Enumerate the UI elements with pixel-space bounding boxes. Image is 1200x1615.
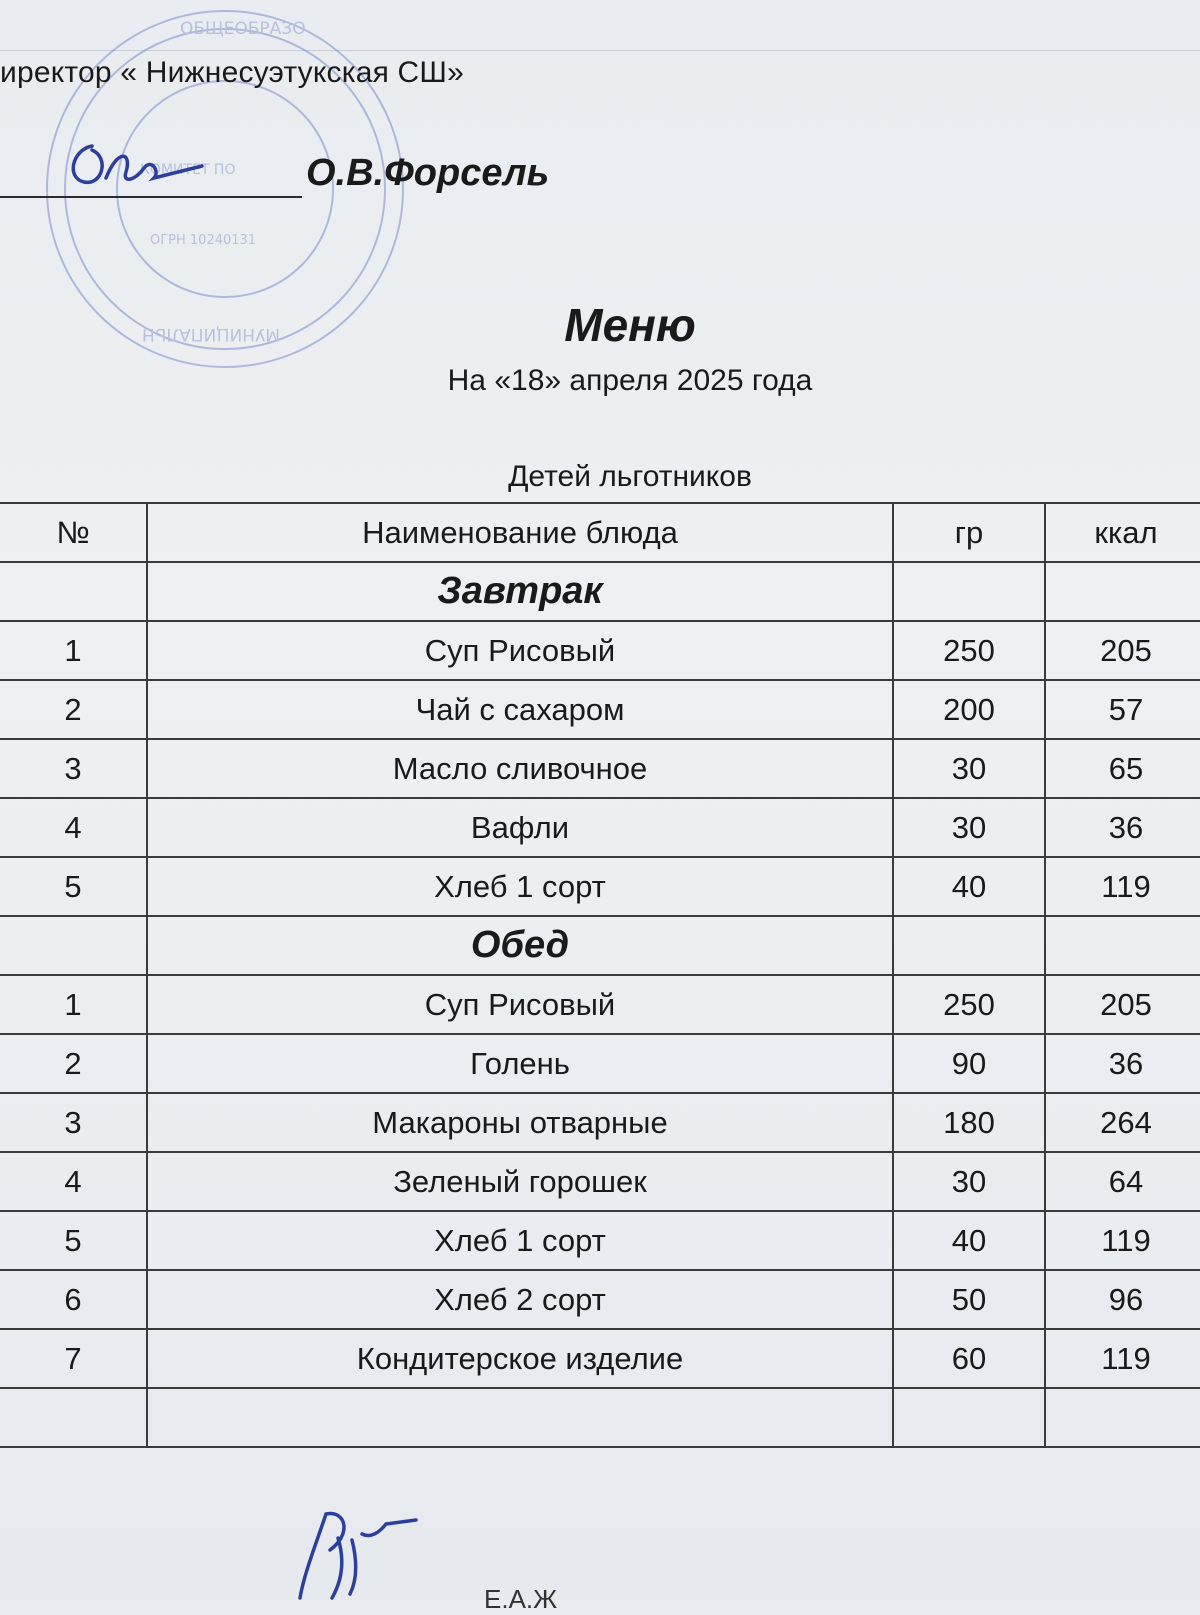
- section-title: Завтрак: [147, 562, 893, 621]
- row-name: Хлеб 1 сорт: [147, 857, 893, 916]
- section-row-lunch: [0, 916, 1200, 975]
- header-kcal: ккал: [1045, 503, 1200, 562]
- row-name: Хлеб 2 сорт: [147, 1270, 893, 1329]
- row-no: 7: [0, 1329, 147, 1388]
- table-row: [0, 1329, 1200, 1388]
- table-row: [0, 1034, 1200, 1093]
- svg-text:МУНИЦИПАЛЬН: МУНИЦИПАЛЬН: [141, 324, 280, 344]
- footer-partial-text: Е.А.Ж: [484, 1584, 558, 1614]
- row-kcal: 36: [1045, 1034, 1200, 1093]
- table-row: [0, 1211, 1200, 1270]
- row-gr: 30: [893, 739, 1045, 798]
- table-row: [0, 739, 1200, 798]
- row-kcal: 57: [1045, 680, 1200, 739]
- row-kcal: 36: [1045, 798, 1200, 857]
- row-gr: 180: [893, 1093, 1045, 1152]
- row-kcal: 96: [1045, 1270, 1200, 1329]
- row-gr: 30: [893, 798, 1045, 857]
- row-name: Зеленый горошек: [147, 1152, 893, 1211]
- row-no: 4: [0, 1152, 147, 1211]
- row-kcal: 64: [1045, 1152, 1200, 1211]
- header-gr: гр: [893, 503, 1045, 562]
- row-no: 2: [0, 1034, 147, 1093]
- row-gr: 60: [893, 1329, 1045, 1388]
- row-name: Голень: [147, 1034, 893, 1093]
- row-gr: 30: [893, 1152, 1045, 1211]
- row-gr: 50: [893, 1270, 1045, 1329]
- row-gr: 40: [893, 857, 1045, 916]
- table-row: [0, 975, 1200, 1034]
- row-name: Суп Рисовый: [147, 975, 893, 1034]
- row-kcal: 205: [1045, 621, 1200, 680]
- row-no: 4: [0, 798, 147, 857]
- row-name: Суп Рисовый: [147, 621, 893, 680]
- row-gr: 250: [893, 975, 1045, 1034]
- row-name: Чай с сахаром: [147, 680, 893, 739]
- row-no: 1: [0, 621, 147, 680]
- director-line: иректор « Нижнесуэтукская СШ»: [0, 56, 465, 89]
- row-kcal: 205: [1045, 975, 1200, 1034]
- svg-text:ОБЩЕОБРАЗО: ОБЩЕОБРАЗО: [180, 19, 306, 39]
- table-row: [0, 621, 1200, 680]
- row-no: 5: [0, 1211, 147, 1270]
- svg-text:КОМИТЕТ ПО: КОМИТЕТ ПО: [140, 162, 236, 178]
- row-kcal: 119: [1045, 857, 1200, 916]
- empty-row: [0, 1388, 1200, 1447]
- row-name: Кондитерское изделие: [147, 1329, 893, 1388]
- table-row: [0, 798, 1200, 857]
- svg-text:ОГРН 10240131: ОГРН 10240131: [150, 233, 257, 248]
- row-no: 2: [0, 680, 147, 739]
- row-gr: 90: [893, 1034, 1045, 1093]
- row-no: 6: [0, 1270, 147, 1329]
- row-kcal: 65: [1045, 739, 1200, 798]
- table-header-row: [0, 503, 1200, 562]
- menu-date: На «18» апреля 2025 года: [447, 364, 813, 397]
- header-no: №: [0, 503, 147, 562]
- row-no: 3: [0, 739, 147, 798]
- table-row: [0, 1152, 1200, 1211]
- table-row: [0, 680, 1200, 739]
- row-no: 5: [0, 857, 147, 916]
- menu-title: Меню: [564, 299, 696, 351]
- menu-table: [0, 502, 1200, 1448]
- row-name: Масло сливочное: [147, 739, 893, 798]
- row-no: 3: [0, 1093, 147, 1152]
- row-name: Хлеб 1 сорт: [147, 1211, 893, 1270]
- row-kcal: 264: [1045, 1093, 1200, 1152]
- table-row: [0, 857, 1200, 916]
- row-gr: 40: [893, 1211, 1045, 1270]
- table-row: [0, 1270, 1200, 1329]
- row-name: Вафли: [147, 798, 893, 857]
- director-signature-icon: [62, 128, 212, 198]
- row-gr: 250: [893, 621, 1045, 680]
- table-row: [0, 1093, 1200, 1152]
- bottom-signature-icon: [286, 1494, 436, 1604]
- signer-name: О.В.Форсель: [306, 152, 550, 194]
- row-no: 1: [0, 975, 147, 1034]
- header-name: Наименование блюда: [147, 503, 893, 562]
- section-title: Обед: [147, 916, 893, 975]
- row-kcal: 119: [1045, 1211, 1200, 1270]
- row-name: Макароны отварные: [147, 1093, 893, 1152]
- section-row-breakfast: [0, 562, 1200, 621]
- row-gr: 200: [893, 680, 1045, 739]
- row-kcal: 119: [1045, 1329, 1200, 1388]
- menu-category: Детей льготников: [508, 460, 752, 493]
